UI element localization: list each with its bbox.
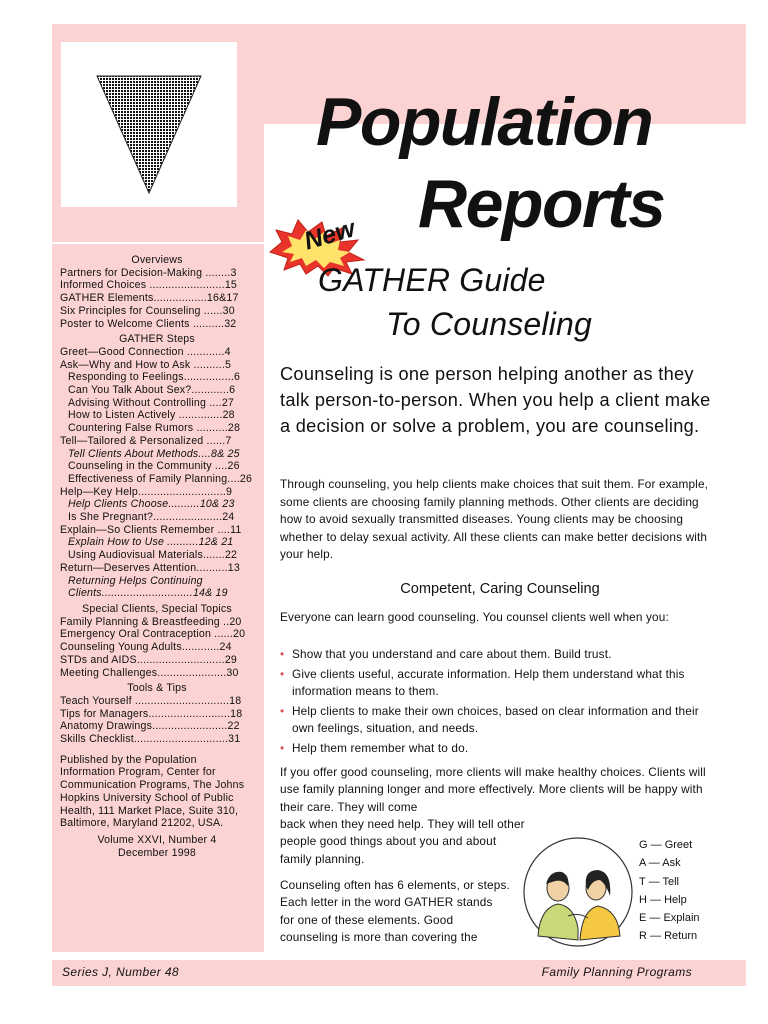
volume-number: Volume XXVI, Number 4 <box>97 833 217 846</box>
toc-section-heading: GATHER Steps <box>119 333 195 346</box>
toc-entry-label: Teach Yourself .............................. <box>60 694 230 707</box>
toc-entry-page: 26 <box>227 460 240 473</box>
toc-entry-page: 12& 21 <box>198 536 234 549</box>
toc-entry-label: Return—Deserves Attention.......... <box>60 561 228 574</box>
toc-entry-page: 20 <box>229 615 242 628</box>
toc-entry <box>60 409 254 422</box>
toc-entry-page: 11 <box>230 523 242 536</box>
toc-entry <box>60 733 254 746</box>
toc-entry <box>60 511 254 524</box>
toc-entry-page: 24 <box>219 641 232 654</box>
toc-entry <box>60 371 254 384</box>
toc-entry-page: 24 <box>222 511 235 524</box>
intro-paragraph: Through counseling, you help clients make choices that suit them. For example, some clients are choosing family planning methods. Other clients are deciding how to avoid sexually transmitted diseases. Young clients may be choosing whether to delay sexual activity. All these clients can make better decisions with your help. <box>280 477 709 562</box>
toc-entry <box>60 695 254 708</box>
toc-entry <box>60 562 254 575</box>
toc-entry-label: Emergency Oral Contraception ...... <box>60 628 234 641</box>
toc-entry-page: 9 <box>225 485 233 498</box>
bullet-list <box>280 646 720 760</box>
toc-entry-label: Poster to Welcome Clients .......... <box>60 317 225 330</box>
new-badge: New <box>301 214 359 256</box>
bullet-text: Show that you understand and care about them. Build trust. <box>292 647 612 661</box>
toc-entry-page: 30 <box>222 304 235 317</box>
bullet-icon: • <box>280 647 285 661</box>
gather-step <box>639 927 700 945</box>
dash-separator: — <box>646 912 664 925</box>
toc-entry-label: Ask—Why and How to Ask .......... <box>60 358 225 371</box>
dash-separator: — <box>647 839 665 851</box>
toc-entry-page: 5 <box>224 358 232 371</box>
toc-entry-label: Help—Key Help............................ <box>60 485 226 498</box>
toc-entry-label: GATHER Elements................. <box>60 292 207 305</box>
toc-entry-page: 13 <box>227 561 240 574</box>
toc-entry-page: 18 <box>229 694 242 707</box>
toc-section-heading: Special Clients, Special Topics <box>82 602 232 615</box>
toc-entry <box>60 267 254 280</box>
gather-letter: E <box>639 912 647 925</box>
toc-entry-page: 31 <box>228 733 241 746</box>
toc-entry-label: Six Principles for Counseling ...... <box>60 304 223 317</box>
toc-entry <box>60 359 254 372</box>
toc-entry-page: 28 <box>227 422 241 435</box>
toc-entry-page: 3 <box>230 266 237 279</box>
toc-entry-page: 14& 19 <box>192 587 228 600</box>
toc-entry-label: Counseling Young Adults............ <box>60 641 220 654</box>
section-subheading: Competent, Caring Counseling <box>400 581 600 597</box>
toc-entry-label: Partners for Decision-Making ........ <box>60 266 231 279</box>
gather-letter: G <box>639 839 648 851</box>
toc-entry-label: Can You Talk About Sex?............ <box>68 384 230 397</box>
toc-entry-page: 28 <box>222 409 235 422</box>
list-item <box>280 646 720 664</box>
gather-word: Help <box>664 893 687 906</box>
toc-entry-page: 26 <box>239 472 253 485</box>
toc-entry-label: Tell—Tailored & Personalized ...... <box>60 434 226 447</box>
toc-entry <box>60 460 254 473</box>
toc-entry <box>60 575 254 588</box>
toc-entry <box>60 435 254 448</box>
toc-entry <box>60 708 254 721</box>
toc-entry-page: 27 <box>221 396 234 409</box>
series-label: Series J, Number 48 <box>62 965 179 979</box>
publisher-info: Published by the Population Information Program, Center for Communication Programs, The Johns Hopkins University School of Public Health, 111 Market Place, Suite 310, Baltimore, Maryland 21202, USA. <box>60 753 245 830</box>
toc-entry-label: Explain How to Use .......... <box>68 536 199 549</box>
toc-entry-label: Is She Pregnant?...................... <box>68 511 223 524</box>
toc-entry-page: 8& 25 <box>211 447 240 460</box>
bullet-text: Help clients to make their own choices, based on clear information and their own feelings, situation, and needs. <box>292 703 699 736</box>
dash-separator: — <box>646 930 665 943</box>
counsel-intro: Everyone can learn good counseling. You counsel clients well when you: <box>280 610 669 624</box>
gather-word: Ask <box>662 857 681 870</box>
gather-letter: T <box>639 875 646 888</box>
paragraph-offer: If you offer good counseling, more clients will make healthy choices. Clients will use family planning longer and more effectively. More clients will be happy with their care. They will come <box>280 765 706 814</box>
gather-step <box>639 909 700 927</box>
gather-step <box>639 854 700 872</box>
toc-entry-label: How to Listen Actively .............. <box>68 409 223 422</box>
program-label: Family Planning Programs <box>541 965 692 979</box>
bullet-text: Help them remember what to do. <box>292 740 469 755</box>
toc-entry-page: 22 <box>227 720 240 733</box>
publication-title-line1: Population <box>316 84 653 160</box>
toc-entry-page: 32 <box>224 317 237 330</box>
bullet-icon: • <box>280 666 285 681</box>
toc-entry <box>60 667 254 680</box>
footer-band <box>52 960 746 986</box>
toc-section-heading: Overviews <box>131 254 183 266</box>
toc-entry-page: 6 <box>234 371 241 384</box>
toc-entry <box>60 292 254 305</box>
toc-entry-page: 7 <box>225 434 232 447</box>
guide-title-line2: To Counseling <box>386 306 593 342</box>
gather-word: Tell <box>662 875 679 888</box>
bullet-text: Give clients useful, accurate information. Help them understand what this information means to them. <box>292 666 685 699</box>
paragraph-offer-continued: back when they need help. They will tell other people good things about you and about family planning. <box>280 817 525 866</box>
toc-entry-label: Effectiveness of Family Planning.... <box>68 472 240 485</box>
bullet-icon: • <box>280 740 285 755</box>
gather-letter: R <box>639 930 647 943</box>
toc-entry-label: Tell Clients About Methods.... <box>68 447 212 460</box>
toc-entry <box>60 498 254 511</box>
toc-entry-label: Family Planning & Breastfeeding .. <box>60 615 230 628</box>
toc-entry-page: 20 <box>233 628 246 641</box>
toc-entry <box>60 384 254 397</box>
toc-entry-label: Countering False Rumors .......... <box>68 422 228 435</box>
gather-letter: H <box>639 893 647 906</box>
toc-entry-page: 29 <box>224 653 237 666</box>
toc-entry-label: Informed Choices ........................ <box>60 279 225 292</box>
gather-letter: A <box>639 857 646 870</box>
paragraph-elements: Counseling often has 6 elements, or steps. Each letter in the word GATHER stands for one of these elements. Good counseling is more than covering the <box>280 878 510 945</box>
toc-entry-page: 15 <box>224 279 237 292</box>
gather-legend <box>639 836 700 946</box>
toc-entry-label: STDs and AIDS............................ <box>60 653 225 666</box>
toc-entry-label: Help Clients Choose.......... <box>68 498 200 511</box>
bullet-icon: • <box>280 703 285 718</box>
dash-separator: — <box>645 875 663 888</box>
toc-entry-label: Skills Checklist.............................. <box>60 733 229 746</box>
list-item <box>280 703 720 738</box>
toc-entry <box>60 305 254 318</box>
gather-step <box>639 891 700 909</box>
publication-title-line2: Reports <box>418 166 665 242</box>
toc-entry <box>60 616 254 629</box>
toc-entry-page: 22 <box>224 549 238 562</box>
toc-entry <box>60 422 254 435</box>
toc-entry-label: Using Audiovisual Materials....... <box>68 549 225 562</box>
dash-separator: — <box>645 857 663 870</box>
gather-step <box>639 873 700 891</box>
issue-date: December 1998 <box>118 846 196 859</box>
toc-entry-label: Clients............................. <box>68 587 193 600</box>
lead-paragraph: Counseling is one person helping another as they talk person-to-person. When you help a client make a decision or solve a problem, you are counseling. <box>280 364 711 436</box>
triangle-logo <box>61 42 237 207</box>
toc-entry-label: Tips for Managers.......................... <box>60 707 231 720</box>
toc-entry-label: Responding to Feelings................ <box>68 371 234 384</box>
toc-entry <box>60 473 254 486</box>
toc-entry-label: Explain—So Clients Remember .... <box>60 523 231 536</box>
toc-entry-page: 6 <box>229 384 236 397</box>
gather-word: Greet <box>664 839 693 851</box>
toc-entry <box>60 397 254 410</box>
list-item <box>280 740 720 758</box>
toc-entry-page: 16&17 <box>206 292 239 305</box>
toc-entry-label: Greet—Good Connection ............ <box>60 345 225 358</box>
guide-title-line1: GATHER Guide <box>318 262 546 298</box>
toc-entry <box>60 654 254 667</box>
toc-entry-label: Returning Helps Continuing <box>68 574 203 587</box>
toc-entry-label: Counseling in the Community .... <box>68 460 228 473</box>
toc-entry-page: 10& 23 <box>199 498 235 511</box>
toc-entry <box>60 486 254 499</box>
toc-entry <box>60 318 254 331</box>
gather-word: Explain <box>663 912 700 925</box>
toc-entry <box>60 549 254 562</box>
toc-entry <box>60 279 254 292</box>
toc-entry <box>60 587 254 600</box>
toc-entry <box>60 628 254 641</box>
toc-entry <box>60 524 254 537</box>
dash-separator: — <box>646 893 665 906</box>
toc-entry <box>60 720 254 733</box>
gather-step <box>639 836 700 854</box>
counseling-illustration <box>522 836 634 948</box>
list-item <box>280 666 720 701</box>
gather-word: Return <box>664 930 698 943</box>
toc-entry-label: Advising Without Controlling .... <box>68 396 222 409</box>
toc-content <box>60 254 254 859</box>
table-of-contents <box>52 244 264 952</box>
toc-entry <box>60 448 254 461</box>
toc-entry <box>60 346 254 359</box>
toc-entry-page: 18 <box>230 707 243 720</box>
toc-entry-label: Anatomy Drawings........................ <box>60 720 228 733</box>
toc-entry <box>60 536 254 549</box>
toc-section-heading: Tools & Tips <box>127 682 187 695</box>
toc-entry-page: 4 <box>224 345 231 358</box>
toc-entry-page: 30 <box>226 666 239 679</box>
toc-entry <box>60 641 254 654</box>
toc-entry-label: Meeting Challenges...................... <box>60 666 227 679</box>
